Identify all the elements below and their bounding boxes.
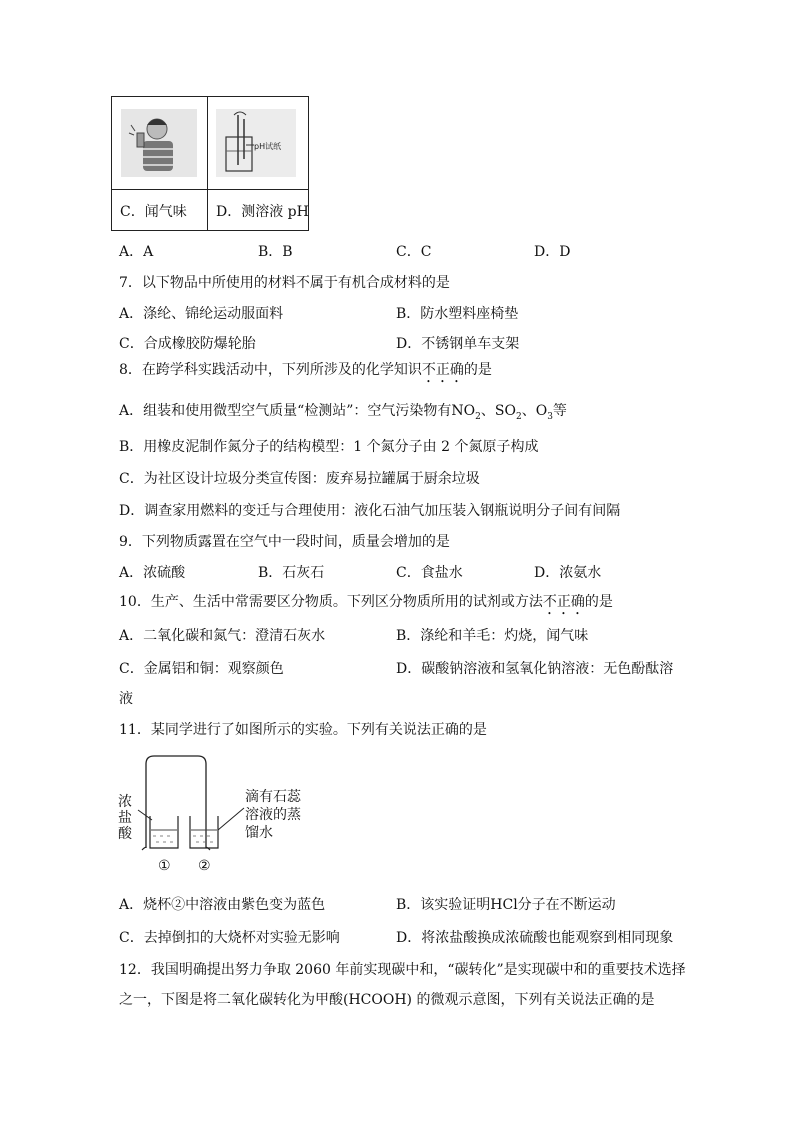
q9-stem: 9．下列物质露置在空气中一段时间，质量会增加的是 [119,534,450,550]
q10-option-b: B．涤纶和羊毛：灼烧，闻气味 [396,628,589,644]
q10-stem-text: 10．生产、生活中常需要区分物质。下列区分物质所用的试剂或方法 [119,594,543,610]
litmus-water-label [245,788,301,842]
q6-option-table [111,96,309,231]
q7-option-c: C．合成橡胶防爆轮胎 [119,336,256,352]
q10-option-d: D．碳酸钠溶液和氢氧化钠溶液：无色酚酞溶 [396,661,674,677]
q11-experiment-figure [118,750,318,880]
q11-option-b: B．该实验证明HCl分子在不断运动 [396,897,616,913]
q11-option-c: C．去掉倒扣的大烧杯对实验无影响 [119,930,340,946]
concentrated-hcl-label [118,794,132,842]
q8-option-a [119,402,567,426]
q11-stem: 11．某同学进行了如图所示的实验。下列有关说法正确的是 [119,722,487,738]
q9-option-b: B．石灰石 [258,565,325,581]
q7-option-b: B．防水塑料座椅垫 [396,306,519,322]
q8-stem-text: 8．在跨学科实践活动中，下列所涉及的化学知识 [119,362,422,378]
table-divider [112,189,308,190]
ph-test-image [216,109,296,177]
q7-stem: 7．以下物品中所使用的材料不属于有机合成材料的是 [119,275,450,291]
subscript: 3 [547,411,553,422]
q8-option-a-text: 、O [521,403,548,419]
q8-option-d: D．调查家用燃料的变迁与合理使用：液化石油气加压装入钢瓶说明分子间有间隔 [119,503,621,519]
subscript: 2 [515,411,522,422]
q7-option-d: D．不锈钢单车支架 [396,336,520,352]
q12-stem-line1: 12．我国明确提出努力争取 2060 年前实现碳中和，“碳转化”是实现碳中和的重要技术选择 [119,962,686,978]
q8-option-a-text: 、SO [480,403,516,419]
smell-gas-image [121,109,197,177]
q11-option-a: A．烧杯②中溶液由紫色变为蓝色 [119,897,326,913]
table-divider [207,97,208,230]
q10-stem-end: 的是 [584,594,613,610]
q8-option-a-text: 等 [552,403,567,419]
q9-option-c: C．食盐水 [396,565,463,581]
label-char: 盐 [118,810,132,826]
q10-emphasis: 不正确 [542,594,585,610]
q6-option-d: D．D [534,244,571,260]
q8-option-a-text: A．组装和使用微型空气质量“检测站”：空气污染物有NO [119,403,476,419]
label-char: 浓 [118,794,132,810]
q7-option-a: A．涤纶、锦纶运动服面料 [119,306,284,322]
q12-stem-line2: 之一，下图是将二氧化碳转化为甲酸(HCOOH) 的微观示意图，下列有关说法正确的是 [119,992,655,1008]
q8-stem [119,361,492,386]
subscript: 2 [475,411,481,422]
q8-stem-end: 的是 [463,362,492,378]
ph-paper-label: pH试纸 [254,142,282,151]
q6-option-a: A．A [119,244,154,260]
q10-option-d-wrap: 液 [119,691,133,707]
q10-option-a: A．二氧化碳和氮气：澄清石灰水 [119,628,326,644]
label-line: 溶液的蒸 [245,807,301,823]
q9-option-d: D．浓氨水 [534,565,602,581]
q11-option-d: D．将浓盐酸换成浓硫酸也能观察到相同现象 [396,930,674,946]
label-char: 酸 [118,826,132,842]
q10-stem [119,593,613,618]
option-d-caption: D．测溶液 pH [216,204,309,220]
q8-option-c: C．为社区设计垃圾分类宣传图：废弃易拉罐属于厨余垃圾 [119,471,480,487]
q8-emphasis: 不正确 [421,362,464,378]
label-line: 滴有石蕊 [245,789,301,805]
beaker-2-label: ② [198,858,211,874]
q6-option-b: B．B [258,244,293,260]
q9-option-a: A．浓硫酸 [119,565,186,581]
label-line: 馏水 [245,825,273,841]
option-c-caption: C．闻气味 [120,204,187,220]
beaker-1-label: ① [158,858,171,874]
q6-option-c: C．C [396,244,432,260]
q10-option-c: C．金属铝和铜：观察颜色 [119,661,284,677]
q8-option-b: B．用橡皮泥制作氮分子的结构模型：1 个氮分子由 2 个氮原子构成 [119,439,539,455]
